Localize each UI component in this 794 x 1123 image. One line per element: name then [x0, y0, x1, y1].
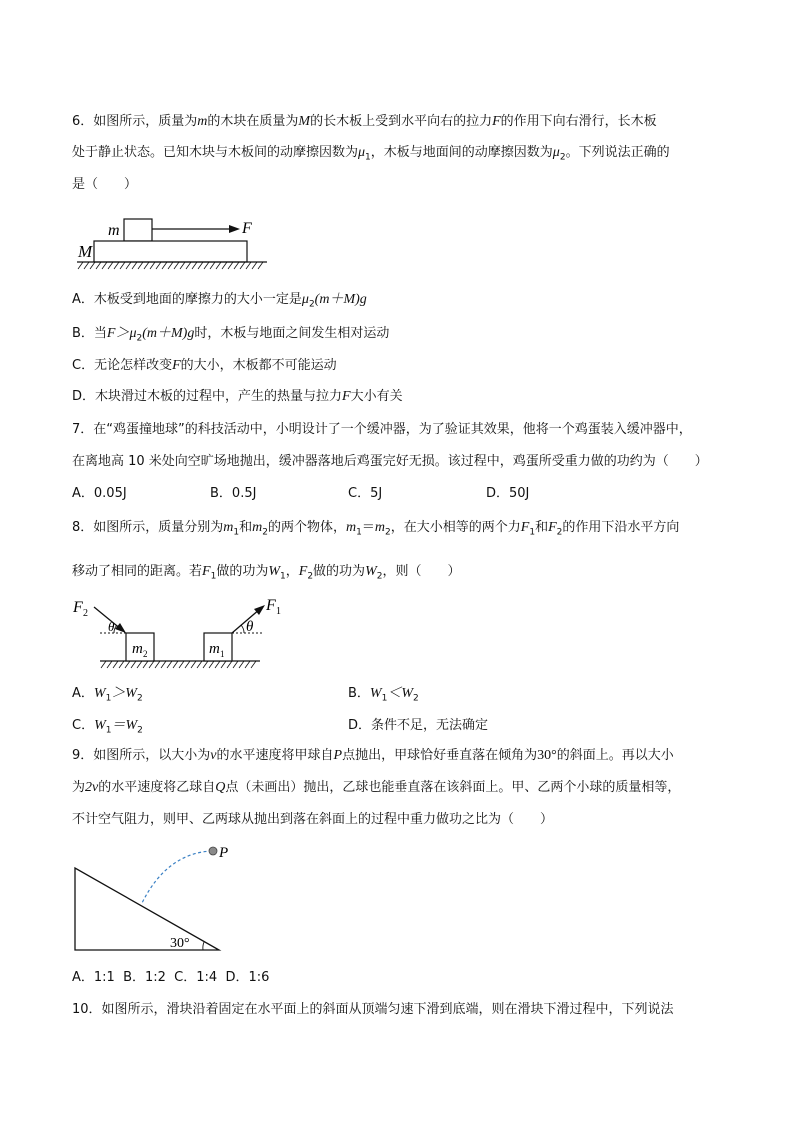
q9-stem-line2: 为2v的水平速度将乙球自Q点（未画出）抛出，乙球也能垂直落在该斜面上。甲、乙两个小球的质量相等， — [72, 780, 681, 795]
q6-option-a[interactable]: A．木板受到地面的摩擦力的大小一定是$\mu_2(m+M)g$ — [72, 292, 367, 310]
q9-options[interactable]: A．1:1 B．1:2 C．1:4 D．1:6 — [72, 970, 270, 985]
ground-hatch — [101, 661, 256, 668]
q6-option-b[interactable]: B．当$F>\mu_2(m+M)g$时，木板与地面之间发生相对运动 — [72, 326, 390, 344]
label-M: M — [78, 242, 93, 261]
q7-option-c[interactable]: C．5J — [348, 486, 383, 501]
q6-figure — [72, 212, 272, 272]
q8-option-b[interactable]: B．$W_1<W_2$ — [348, 686, 419, 704]
label-m2: m — [132, 641, 143, 657]
q8-stem-line1: 8．如图所示，质量分别为$m_1$和$m_2$的两个物体，$m_1=m_2$，在大小相等的两个力$F_1$和$F_2$的作用下沿水平方向 — [72, 520, 680, 538]
ground-hatch — [78, 262, 263, 269]
label-F1: F — [266, 597, 276, 614]
q7-stem-line2: 在离地高 10 米处向空旷场地抛出，缓冲器落地后鸡蛋完好无损。该过程中，鸡蛋所受重力做的功约为（ ） — [72, 454, 708, 469]
force-F-arrowhead — [229, 225, 240, 233]
q6-option-d[interactable]: D．木块滑过木板的过程中，产生的热量与拉力F大小有关 — [72, 389, 403, 404]
q10-stem-line1: 10．如图所示，滑块沿着固定在水平面上的斜面从顶端匀速下滑到底端，则在滑块下滑过程中，下列说法 — [72, 1002, 674, 1017]
q6-stem-line1: 6．如图所示，质量为m的木块在质量为M的长木板上受到水平向右的拉力F的作用下向右滑行，长木板 — [72, 114, 657, 129]
label-theta-right: θ — [246, 619, 254, 635]
q8-stem-line2: 移动了相同的距离。若$F_1$做的功为$W_1$，$F_2$做的功为$W_2$，则（ ） — [72, 564, 461, 582]
board-M — [94, 241, 247, 262]
ball-p — [209, 847, 217, 855]
q8-option-a[interactable]: A．$W_1>W_2$ — [72, 686, 143, 704]
label-F2-sub: 2 — [83, 608, 88, 619]
label-F: F — [242, 220, 252, 237]
force-F2-arrowhead — [115, 623, 126, 633]
label-F1-sub: 1 — [276, 606, 281, 617]
q6-stem-line3: 是（ ） — [72, 177, 138, 192]
q9-figure — [72, 843, 242, 953]
label-F2: F — [73, 599, 83, 616]
trajectory-dashed — [142, 851, 212, 903]
q7-option-b[interactable]: B．0.5J — [210, 486, 257, 501]
q8-option-c[interactable]: C．$W_1=W_2$ — [72, 718, 143, 736]
q6-stem-line2: 处于静止状态。已知木块与木板间的动摩擦因数为$\mu_1$，木板与地面间的动摩擦因数为$\mu_2$。下列说法正确的 — [72, 145, 670, 163]
q8-option-d[interactable]: D．条件不足，无法确定 — [348, 718, 489, 733]
label-P: P — [219, 845, 229, 861]
incline-triangle — [75, 868, 219, 950]
block-m — [124, 219, 152, 241]
q7-option-a[interactable]: A．0.05J — [72, 486, 127, 501]
angle-arc-right — [241, 625, 244, 633]
label-angle-30: 30° — [170, 936, 190, 951]
q7-option-d[interactable]: D．50J — [486, 486, 530, 501]
label-m: m — [108, 222, 120, 239]
q8-figure — [70, 595, 281, 675]
label-m1-sub: 1 — [220, 649, 225, 659]
label-m1: m — [209, 641, 220, 657]
label-theta-left: θ — [108, 619, 115, 634]
q7-stem-line1: 7．在“鸡蛋撞地球”的科技活动中，小明设计了一个缓冲器，为了验证其效果，他将一个鸡蛋装入缓冲器中， — [72, 422, 692, 437]
label-m2-sub: 2 — [143, 649, 148, 659]
q9-stem-line3: 不计空气阻力，则甲、乙两球从抛出到落在斜面上的过程中重力做功之比为（ ） — [72, 812, 554, 827]
q9-stem-line1: 9．如图所示，以大小为v的水平速度将甲球自P点抛出，甲球恰好垂直落在倾角为30°的斜面上。再以大小 — [72, 748, 674, 763]
q6-option-c[interactable]: C．无论怎样改变F的大小，木板都不可能运动 — [72, 358, 337, 373]
